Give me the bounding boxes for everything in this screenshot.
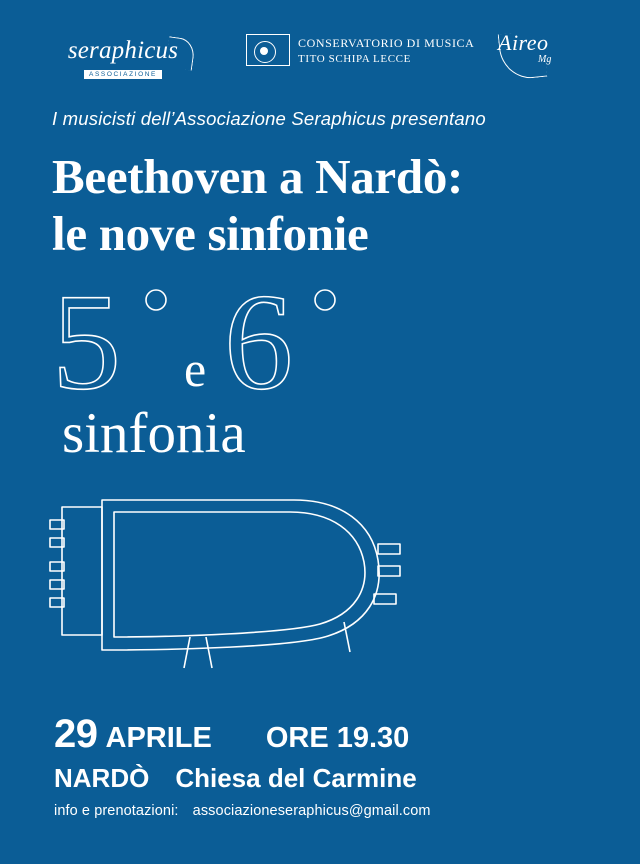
info-email[interactable]: associazioneseraphicus@gmail.com — [192, 803, 431, 819]
piano-illustration — [44, 490, 444, 670]
event-date-row — [54, 712, 614, 757]
logo-aireo — [498, 30, 598, 86]
event-day: 29 — [54, 712, 98, 756]
title-line-1: Beethoven a Nardò: — [52, 149, 464, 204]
conservatorio-text — [298, 36, 474, 65]
sinfonia-caption: sinfonia — [62, 402, 246, 465]
event-venue: Chiesa del Carmine — [175, 763, 417, 793]
logo-seraphicus — [58, 38, 188, 81]
info-label: info e prenotazioni: — [54, 803, 179, 819]
title-line-2: le nove sinfonie — [52, 206, 369, 261]
event-time: ORE 19.30 — [265, 722, 410, 754]
event-details — [54, 712, 614, 819]
logo-row — [0, 22, 640, 84]
symphony-numbers — [48, 278, 448, 408]
event-city: NARDÒ — [54, 763, 150, 793]
presenters-line: I musicisti dell’Associazione Seraphicus presentano — [52, 108, 486, 129]
seraphicus-swash-icon — [165, 36, 196, 70]
seraphicus-wordmark: seraphicus — [67, 37, 179, 64]
degree-symbol-second — [315, 290, 335, 310]
symphony-numbers-artwork — [48, 278, 448, 408]
conservatorio-emblem-icon — [246, 34, 290, 66]
conjunction-e: e — [184, 341, 207, 397]
event-location-row — [54, 763, 614, 794]
conservatorio-line2: TITO SCHIPA LECCE — [298, 52, 411, 65]
aireo-swash-icon — [498, 30, 548, 81]
number-six: 6 — [224, 278, 293, 408]
degree-symbol-first — [146, 290, 166, 310]
seraphicus-subtitle: ASSOCIAZIONE — [84, 70, 162, 79]
logo-conservatorio — [246, 34, 474, 66]
conservatorio-line1: CONSERVATORIO DI MUSICA — [298, 35, 475, 50]
aireo-subtitle: Mg — [538, 54, 552, 65]
number-five: 5 — [52, 278, 121, 408]
grand-piano-outline-icon — [44, 490, 444, 670]
aireo-wordmark: Aireo — [498, 30, 549, 55]
event-info-row — [54, 803, 614, 819]
event-month: APRILE — [105, 722, 212, 754]
page-title — [52, 148, 612, 262]
